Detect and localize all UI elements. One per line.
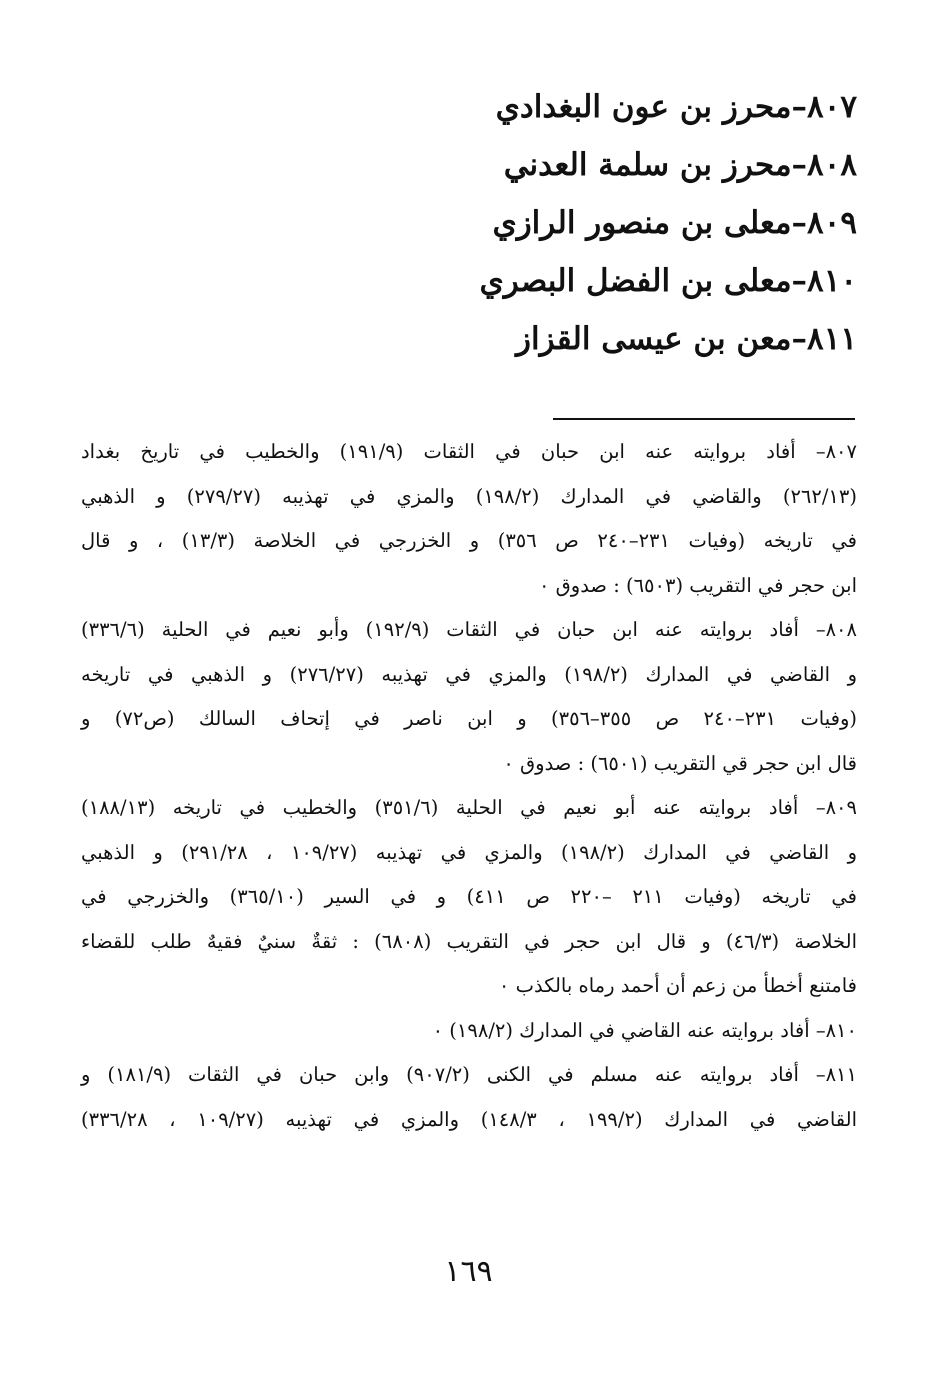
footnote-line: في تاريخه (وفيات ٢١١ –٢٢٠ ص ٤١١) و في السير (٣٦٥/١٠) والخزرجي في [81, 885, 857, 908]
narrator-entry: ٨١١–معن بن عيسى القزاز [516, 321, 857, 357]
footnote-line: ٨٠٩– أفاد بروايته عنه أبو نعيم في الحلية (٣٥١/٦) والخطيب في تاريخه (١٨٨/١٣) [81, 796, 857, 819]
footnote-line: ٨١٠– أفاد بروايته عنه القاضي في المدارك (١٩٨/٢) ٠ [432, 1018, 857, 1042]
footnote-line: و القاضي في المدارك (١٩٨/٢) والمزي في تهذيبه (٢٧٦/٢٧) و الذهبي في تاريخه [81, 662, 857, 686]
footnote-line: و القاضي في المدارك (١٩٨/٢) والمزي في تهذيبه (١٠٩/٢٧ ، ٢٩١/٢٨) و الذهبي [81, 840, 857, 864]
footnote-separator [553, 418, 855, 420]
footnote-line: فامتنع أخطأ من زعم أن أحمد رماه بالكذب ٠ [498, 974, 857, 997]
footnote-line: (وفيات ٢٣١–٢٤٠ ص ٣٥٥–٣٥٦) و ابن ناصر في إتحاف السالك (ص٧٢) و [81, 707, 857, 730]
footnote-line: الخلاصة (٤٦/٣) و قال ابن حجر في التقريب (٦٨٠٨) : ثقةٌ سنيٌ فقيهٌ طلب للقضاء [81, 929, 857, 953]
footnote-line: ٨٠٧– أفاد بروايته عنه ابن حبان في الثقات (١٩١/٩) والخطيب في تاريخ بغداد [81, 440, 857, 463]
footnote-line: في تاريخه (وفيات ٢٣١–٢٤٠ ص ٣٥٦) و الخزرجي في الخلاصة (١٣/٣) ، و قال [81, 529, 857, 552]
page-number: ١٦٩ [444, 1254, 493, 1289]
entry-list [157, 78, 857, 368]
footnote-line: القاضي في المدارك (١٩٩/٢ ، ١٤٨/٣) والمزي في تهذيبه (١٠٩/٢٧ ، ٣٣٦/٢٨) [81, 1107, 857, 1131]
narrator-entry: ٨١٠–معلى بن الفضل البصري [479, 263, 857, 299]
footnotes [81, 430, 857, 1142]
footnote-line: ٨٠٨– أفاد بروايته عنه ابن حبان في الثقات (١٩٢/٩) وأبو نعيم في الحلية (٣٣٦/٦) [81, 618, 857, 641]
footnote-line: قال ابن حجر قي التقريب (٦٥٠١) : صدوق ٠ [503, 751, 857, 775]
footnote-line: ٨١١– أفاد بروايته عنه مسلم في الكنى (٩٠٧/٢) وابن حبان في الثقات (١٨١/٩) و [81, 1063, 857, 1086]
narrator-entry: ٨٠٧–محرز بن عون البغدادي [495, 89, 857, 125]
narrator-entry: ٨٠٨–محرز بن سلمة العدني [503, 147, 857, 183]
narrator-entry: ٨٠٩–معلى بن منصور الرازي [492, 205, 857, 241]
footnote-line: ابن حجر في التقريب (٦٥٠٣) : صدوق ٠ [538, 573, 857, 597]
footnote-line: (٢٦٢/١٣) والقاضي في المدارك (١٩٨/٢) والمزي في تهذيبه (٢٧٩/٢٧) و الذهبي [81, 484, 857, 508]
